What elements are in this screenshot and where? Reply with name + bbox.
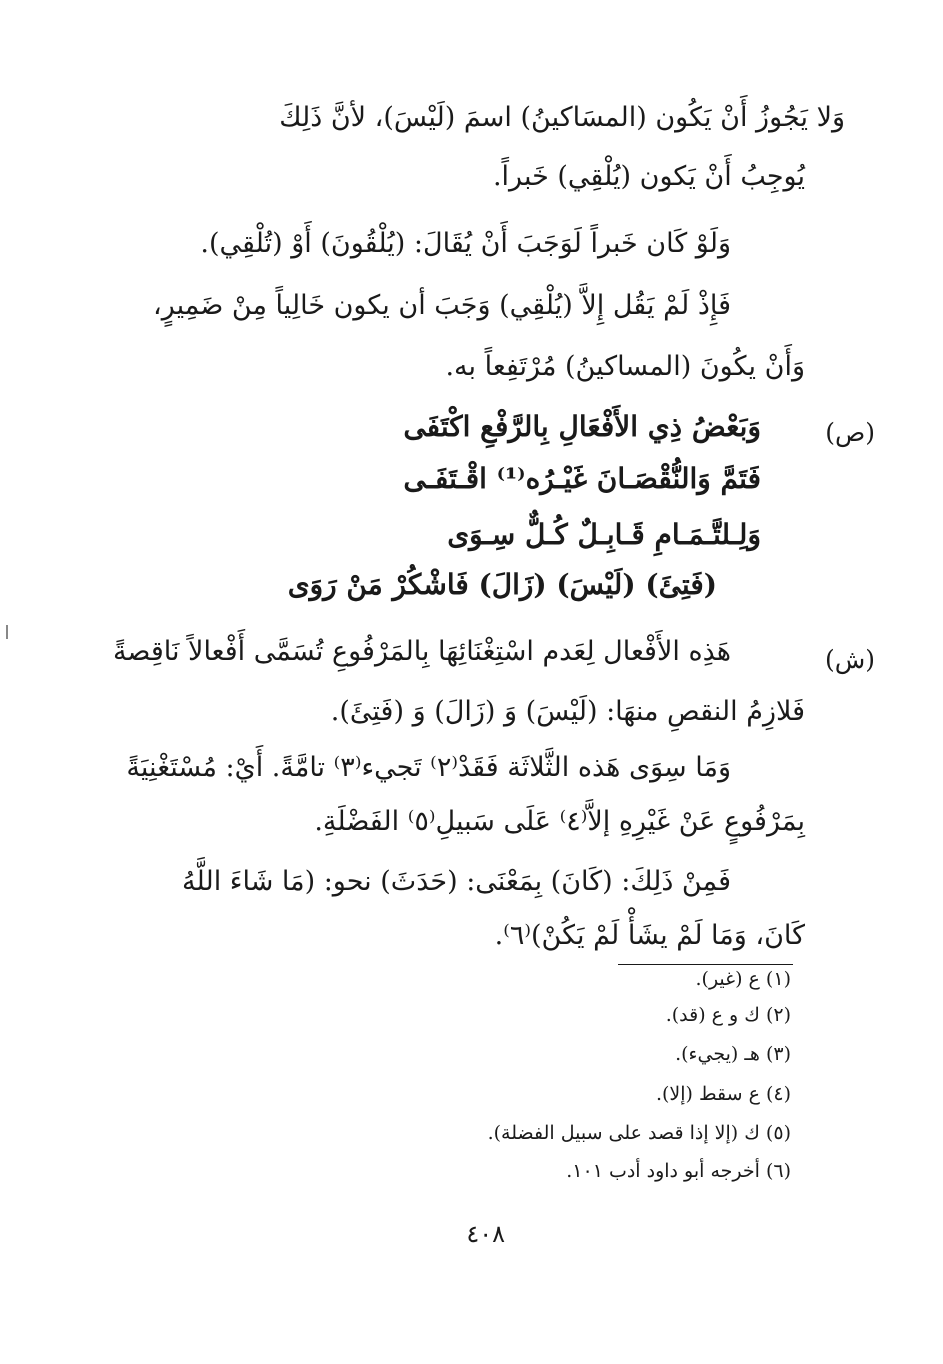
footnote-5: (٥) ك (إلا إذا قصد على سبيل الفضلة).	[487, 1122, 791, 1144]
commentary-line-3: وَمَا سِوَى هَذه الثَّلاثَة فَقَدْ⁽٢⁾ تَجيء⁽٣⁾ تامَّةً. أَيْ: مُسْتَغْنِيَةً	[126, 752, 731, 783]
verse-line-4: (فَتِئَ) (لَيْسَ) (زَالَ) فَاشْكُرْ مَنْ رَوَى	[287, 568, 717, 601]
footnote-1: (١) ع (غير).	[695, 968, 791, 990]
prose-line-2: يُوجِبُ أَنْ يَكون (يُلْقِي) خَبراً.	[492, 161, 805, 192]
verse-line-1: وَبَعْضُ ذِي الأَفْعَالِ بِالرَّفْعِ اكْتَفَى	[403, 410, 761, 443]
footnote-2: (٢) ك و ع (قد).	[665, 1004, 791, 1026]
commentary-line-4: بِمَرْفُوعٍ عَنْ غَيْرِهِ إلاَّ⁽٤⁾ عَلَى سَبيلِ⁽٥⁾ الفَضْلَةِ.	[314, 806, 805, 837]
prose-line-1: وَلا يَجُوزُ أَنْ يَكُون (المسَاكينُ) اسمَ (لَيْسَ)، لأنَّ ذَلِكَ	[279, 102, 845, 133]
footnote-divider	[618, 964, 793, 965]
prose-line-4: فَإِذْ لَمْ يَقُل إِلاَّ (يُلْقِي) وَجَبَ أن يكون خَالِياً مِنْ ضَمِيرٍ،	[153, 290, 731, 321]
prose-line-5: وَأَنْ يكُونَ (المساكينُ) مُرْتَفِعاً به.	[445, 351, 805, 382]
commentary-marker: (ش)	[824, 645, 875, 674]
margin-mark	[6, 625, 8, 639]
commentary-line-6: كَانَ، وَمَا لَمْ يشَأْ لَمْ يَكُنْ)⁽٦⁾.	[494, 920, 805, 951]
page-number: ٤٠٨	[466, 1220, 505, 1248]
verse-marker: (ص)	[825, 418, 875, 447]
commentary-line-5: فَمِنْ ذَلِكَ: (كَانَ) بِمَعْنَى: (حَدَثَ) نحو: (مَا شَاءَ اللَّهُ	[182, 866, 731, 897]
footnote-4: (٤) ع سقط (إلا).	[655, 1083, 791, 1105]
commentary-line-1: هَذِه الأَفْعال لِعَدم اسْتِغْنَائِهَا بِالمَرْفُوعِ تُسَمَّى أَفْعالاً نَاقِصةً	[112, 636, 731, 667]
footnote-3: (٣) هـ (يجيء).	[675, 1043, 791, 1065]
prose-line-3: وَلَوْ كَان خَبراً لَوَجَبَ أَنْ يُقَالَ: (يُلْقُونَ) أَوْ (تُلْقِي).	[200, 228, 731, 259]
verse-line-3: وَلِـلتَّـمَـامِ قَـابِـلٌ كُـلٌّ سِـوَى	[447, 518, 761, 551]
footnote-6: (٦) أخرجه أبو داود أدب ١٠١.	[566, 1160, 791, 1182]
verse-line-2: فَتَمَّ وَالنُّقْصَـانَ غَيْـرُه⁽¹⁾ اقْـتَفَـى	[403, 462, 761, 495]
commentary-line-2: فَلازِمُ النقصِ منهَا: (لَيْسَ) وَ (زَالَ) وَ (فَتِئَ).	[330, 696, 805, 727]
